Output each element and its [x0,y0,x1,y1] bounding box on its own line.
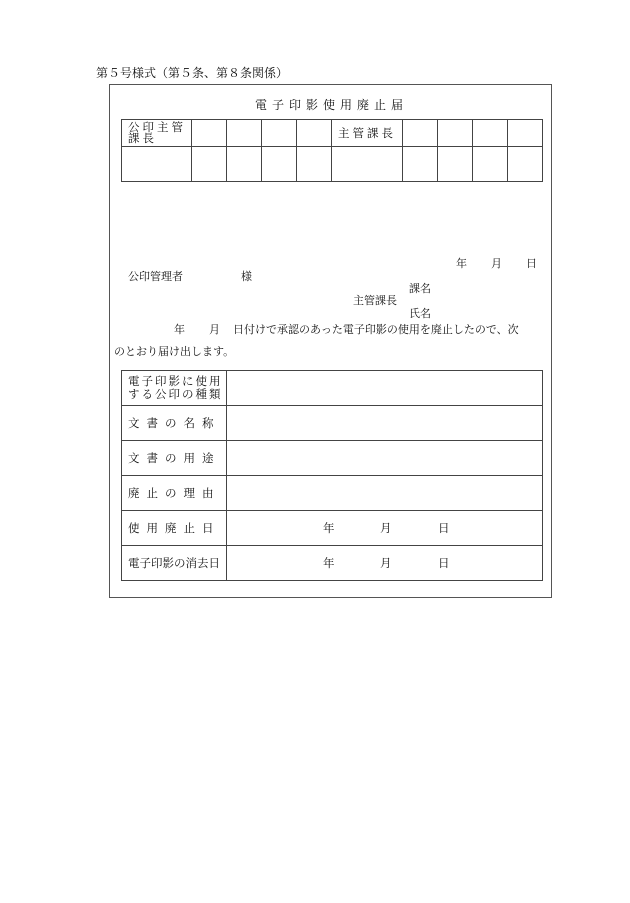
abolition-date-year: 年 [323,521,335,535]
addressee-honorific: 様 [241,270,252,283]
body-year: 年 [174,323,185,336]
row-label-document-name: 文書の名称 [122,406,227,441]
body-month: 月 [209,323,220,336]
details-table [121,370,543,581]
row-label-seal-type: 電子印影に使用 する公印の種類 [122,371,227,406]
stamp-label-koin-kacho: 公印主管 課長 [122,120,192,147]
document-purpose-field[interactable] [227,441,543,476]
stamp-cell[interactable] [262,147,297,182]
form-title: 電子印影使用廃止届 [254,98,408,112]
stamp-cell[interactable] [297,147,332,182]
date-month-label: 月 [491,257,502,270]
erasure-date-day: 日 [438,556,450,570]
form-frame [109,84,552,598]
stamp-cell[interactable] [262,120,297,147]
row-label-document-purpose: 文書の用途 [122,441,227,476]
erasure-date-month: 月 [380,556,392,570]
form-number-label: 第５号様式（第５条、第８条関係） [96,66,289,80]
stamp-cell[interactable] [508,120,543,147]
stamp-cell[interactable] [438,120,473,147]
stamp-cell[interactable] [403,120,438,147]
erasure-date-year: 年 [323,556,335,570]
document-name-field[interactable] [227,406,543,441]
date-day-label: 日 [526,257,537,270]
row-label-abolition-reason: 廃止の理由 [122,476,227,511]
stamp-cell[interactable] [403,147,438,182]
stamp-cell[interactable] [192,147,227,182]
stamp-cell[interactable] [473,147,508,182]
stamp-cell[interactable] [508,147,543,182]
stamp-cell[interactable] [227,147,262,182]
abolition-date-month: 月 [380,521,392,535]
seal-type-field[interactable] [227,371,543,406]
abolition-date-day: 日 [438,521,450,535]
section-name-label: 課名 [409,282,431,295]
stamp-cell[interactable] [297,120,332,147]
sender-name-label: 氏名 [409,307,431,320]
date-year-label: 年 [456,257,467,270]
stamp-cell[interactable] [227,120,262,147]
approval-stamp-table [121,119,543,182]
abolition-date-field[interactable] [227,511,543,546]
addressee-name: 公印管理者 [128,270,183,283]
stamp-cell[interactable] [438,147,473,182]
stamp-label-shukan-kacho: 主管課長 [332,120,403,147]
erasure-date-field[interactable] [227,546,543,581]
body-text-line1: 日付けで承認のあった電子印影の使用を廃止したので、次 [233,323,519,336]
stamp-cell[interactable] [473,120,508,147]
row-label-erasure-date: 電子印影の消去日 [122,546,227,581]
body-text-line2: のとおり届け出します。 [114,345,235,358]
sender-role: 主管課長 [353,294,397,307]
stamp-cell[interactable] [192,120,227,147]
abolition-reason-field[interactable] [227,476,543,511]
row-label-abolition-date: 使用廃止日 [122,511,227,546]
stamp-cell[interactable] [122,147,192,182]
stamp-cell[interactable] [332,147,403,182]
